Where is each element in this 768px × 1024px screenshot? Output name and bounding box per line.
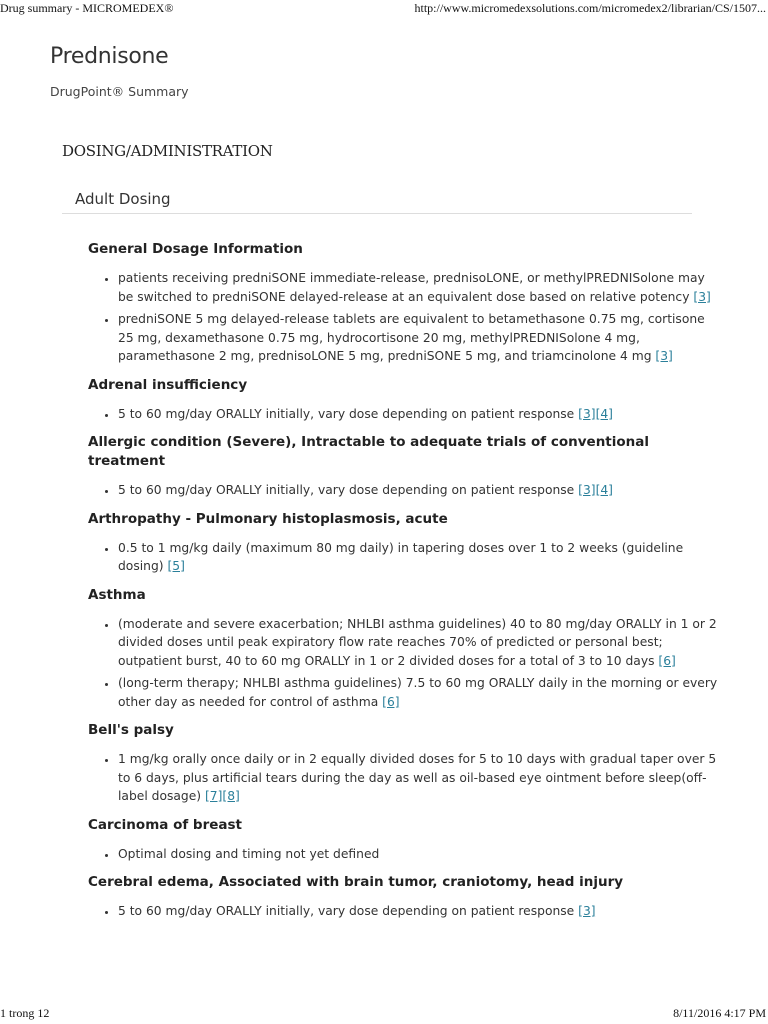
dosing-group-heading: Carcinoma of breast	[88, 816, 242, 833]
header-url: http://www.micromedexsolutions.com/micromedex2/librarian/CS/1507...	[414, 1, 766, 15]
print-footer	[0, 1002, 768, 1024]
dosing-item-text: (moderate and severe exacerbation; NHLBI asthma guidelines) 40 to 80 mg/day ORALLY in 1 or 2 divided doses until peak expiratory flow rate reaches 70% of predicted or personal best; outpatient burst, 40 to 60 mg ORALLY in 1 or 2 divided doses for a total of 3 to 10 days	[118, 616, 717, 668]
dosing-list	[88, 481, 720, 500]
dosing-group-heading: Allergic condition (Severe), Intractable to adequate trials of conventional treatment	[88, 434, 650, 469]
footer-timestamp: 8/11/2016 4:17 PM	[673, 1006, 766, 1020]
reference-link[interactable]: [3]	[578, 904, 596, 918]
dosing-item-text: 5 to 60 mg/day ORALLY initially, vary dose depending on patient response	[118, 406, 579, 421]
reference-link[interactable]: [6]	[658, 653, 676, 668]
dosing-item-text: Optimal dosing and timing not yet defined	[118, 846, 380, 861]
dosing-item	[118, 269, 720, 306]
page-title: Prednisone	[50, 44, 169, 69]
reference-link[interactable]: [4]	[595, 483, 613, 497]
dosing-item	[118, 902, 720, 921]
dosing-item	[118, 310, 720, 366]
dosing-group-heading: Adrenal insufficiency	[88, 376, 248, 393]
dosing-list	[88, 615, 720, 712]
dosing-list	[88, 405, 720, 424]
page-subtitle: DrugPoint® Summary	[50, 84, 189, 99]
dosing-group-heading: General Dosage Information	[88, 241, 303, 257]
dosing-list	[88, 902, 720, 921]
reference-link[interactable]: [5]	[167, 559, 185, 573]
dosing-item	[118, 845, 720, 864]
dosing-item-text: patients receiving predniSONE immediate-release, prednisoLONE, or methylPREDNISolone may be switched to predniSONE delayed-release at an equivalent dose based on relative potency	[118, 271, 705, 304]
dosing-list	[88, 750, 720, 806]
reference-link[interactable]: [8]	[222, 789, 240, 803]
reference-link[interactable]: [3]	[655, 349, 673, 363]
dosing-item	[118, 674, 720, 711]
dosing-group-heading: Bell's palsy	[88, 722, 174, 738]
dosing-group-heading: Arthropathy - Pulmonary histoplasmosis, acute	[88, 510, 448, 527]
dosing-group-heading: Cerebral edema, Associated with brain tumor, craniotomy, head injury	[88, 874, 624, 890]
dosing-item-text: predniSONE 5 mg delayed-release tablets are equivalent to betamethasone 0.75 mg, cortisone 25 mg, dexamethasone 0.75 mg, hydrocortisone 20 mg, methylPREDNISolone 4 mg, paramethasone 2 mg, prednisoLONE 5 mg, predniSONE 5 mg, and triamcinolone 4 mg	[118, 312, 705, 363]
reference-link[interactable]: [3]	[693, 289, 711, 304]
dosing-item	[118, 750, 720, 806]
reference-link[interactable]: [7]	[205, 789, 223, 803]
dosing-item-text: 5 to 60 mg/day ORALLY initially, vary dose depending on patient response	[118, 483, 579, 497]
section-heading: DOSING/ADMINISTRATION	[62, 142, 273, 160]
dosing-item-text: 0.5 to 1 mg/kg daily (maximum 80 mg daily) in tapering doses over 1 to 2 weeks (guideline dosing)	[118, 540, 684, 573]
dosing-list	[88, 539, 720, 576]
reference-link[interactable]: [6]	[382, 694, 400, 709]
dosing-item-text: 5 to 60 mg/day ORALLY initially, vary dose depending on patient response	[118, 904, 579, 918]
dosing-list	[88, 269, 720, 366]
dosing-item	[118, 539, 720, 576]
dosing-group-heading: Asthma	[88, 586, 146, 603]
subsection-heading: Adult Dosing	[75, 190, 171, 208]
dosing-list	[88, 845, 720, 864]
reference-link[interactable]: [4]	[595, 406, 613, 421]
dosing-item	[118, 481, 720, 500]
dosing-item-text: (long-term therapy; NHLBI asthma guidelines) 7.5 to 60 mg ORALLY daily in the morning or every other day as needed for control of asthma	[118, 676, 718, 709]
header-page-title: Drug summary - MICROMEDEX®	[0, 1, 174, 15]
section-divider	[62, 213, 692, 214]
reference-link[interactable]: [3]	[578, 406, 596, 421]
dosing-content	[88, 240, 720, 931]
dosing-item	[118, 615, 720, 671]
print-header	[0, 0, 768, 20]
dosing-item-text: 1 mg/kg orally once daily or in 2 equally divided doses for 5 to 10 days with gradual taper over 5 to 6 days, plus artificial tears during the day as well as oil-based eye ointment before sleep(off-label dosage)	[118, 752, 717, 803]
footer-page-number: 1 trong 12	[0, 1006, 50, 1020]
dosing-item	[118, 405, 720, 424]
reference-link[interactable]: [3]	[578, 483, 596, 497]
